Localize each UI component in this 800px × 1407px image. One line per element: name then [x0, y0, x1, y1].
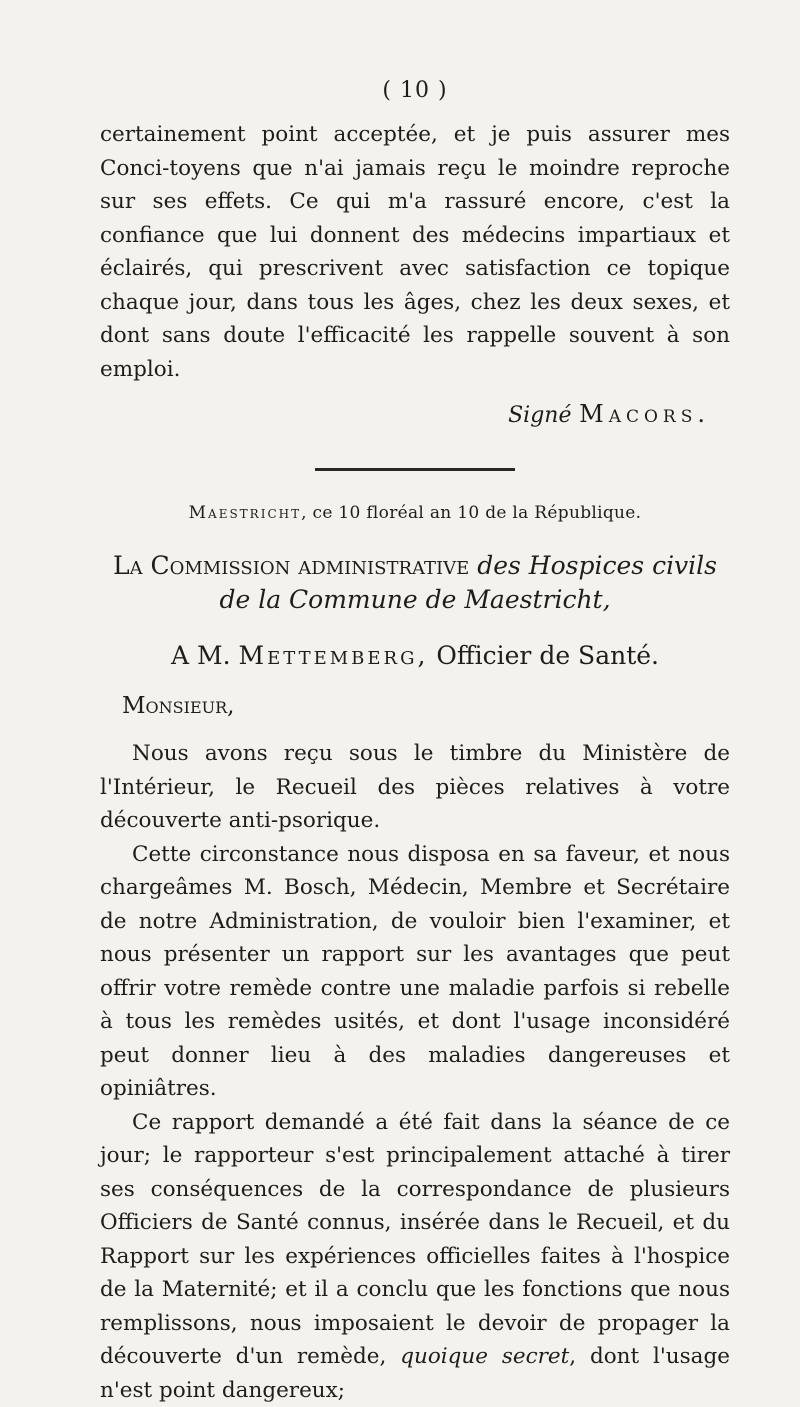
body-paragraph-3-start: Ce rapport demandé a été fait dans la séance de ce jour; le rapporteur s'est principalement attaché à tirer ses conséquences de la correspondance de plusieurs Officiers de Santé connus, insérée dans le Recueil, et du Rapport sur les expériences officielles faites à l'hospice de la Maternité; et il a conclu que les fonctions que nous remplissons, nous imposaient le devoir de propager la découverte d'un remède, — [100, 1110, 730, 1370]
sender-part1: La Commission administrative — [113, 551, 469, 580]
body-paragraph-3-end: , dont l'usage n'est point dangereux; — [100, 1344, 730, 1403]
sender-part2: des Hospices civils de la Commune de Maestricht, — [219, 551, 717, 614]
recipient-name: Mettemberg, — [239, 641, 429, 670]
body-paragraph-3-italic: quoique secret — [400, 1344, 569, 1369]
dateline — [100, 503, 730, 523]
signature-name: Macors. — [579, 400, 710, 428]
body-paragraph-1: Nous avons reçu sous le timbre du Ministère de l'Intérieur, le Recueil des pièces relatives à votre découverte anti-psorique. — [100, 737, 730, 838]
salutation: Monsieur, — [100, 693, 730, 719]
signature-prefix: Signé — [508, 403, 571, 428]
recipient-title: Officier de Santé. — [436, 641, 659, 670]
recipient-prefix: A M. — [171, 641, 231, 670]
dateline-place: Maestricht — [189, 503, 301, 523]
body-paragraph-3 — [100, 1106, 730, 1407]
signature-line — [100, 400, 710, 428]
page-number: ( 10 ) — [100, 0, 730, 118]
letter-sender-heading — [100, 549, 730, 617]
paragraph-top: certainement point acceptée, et je puis assurer mes Conci-toyens que n'ai jamais reçu le moindre reproche sur ses effets. Ce qui m'a rassuré encore, c'est la confiance que lui donnent des médecins impartiaux et éclairés, qui prescrivent avec satisfaction ce topique chaque jour, dans tous les âges, chez les deux sexes, et dont sans doute l'efficacité les rappelle souvent à son emploi. — [100, 118, 730, 386]
letter-body — [100, 737, 730, 1407]
body-paragraph-2: Cette circonstance nous disposa en sa faveur, et nous chargeâmes M. Bosch, Médecin, Membre et Secrétaire de notre Administration, de vouloir bien l'examiner, et nous présenter un rapport sur les avantages que peut offrir votre remède contre une maladie parfois si rebelle à tous les remèdes usités, et dont l'usage inconsidéré peut donner lieu à des maladies dangereuses et opiniâtres. — [100, 838, 730, 1106]
letter-recipient-heading — [100, 639, 730, 673]
dateline-rest: , ce 10 floréal an 10 de la République. — [301, 503, 641, 523]
section-divider — [315, 468, 515, 471]
